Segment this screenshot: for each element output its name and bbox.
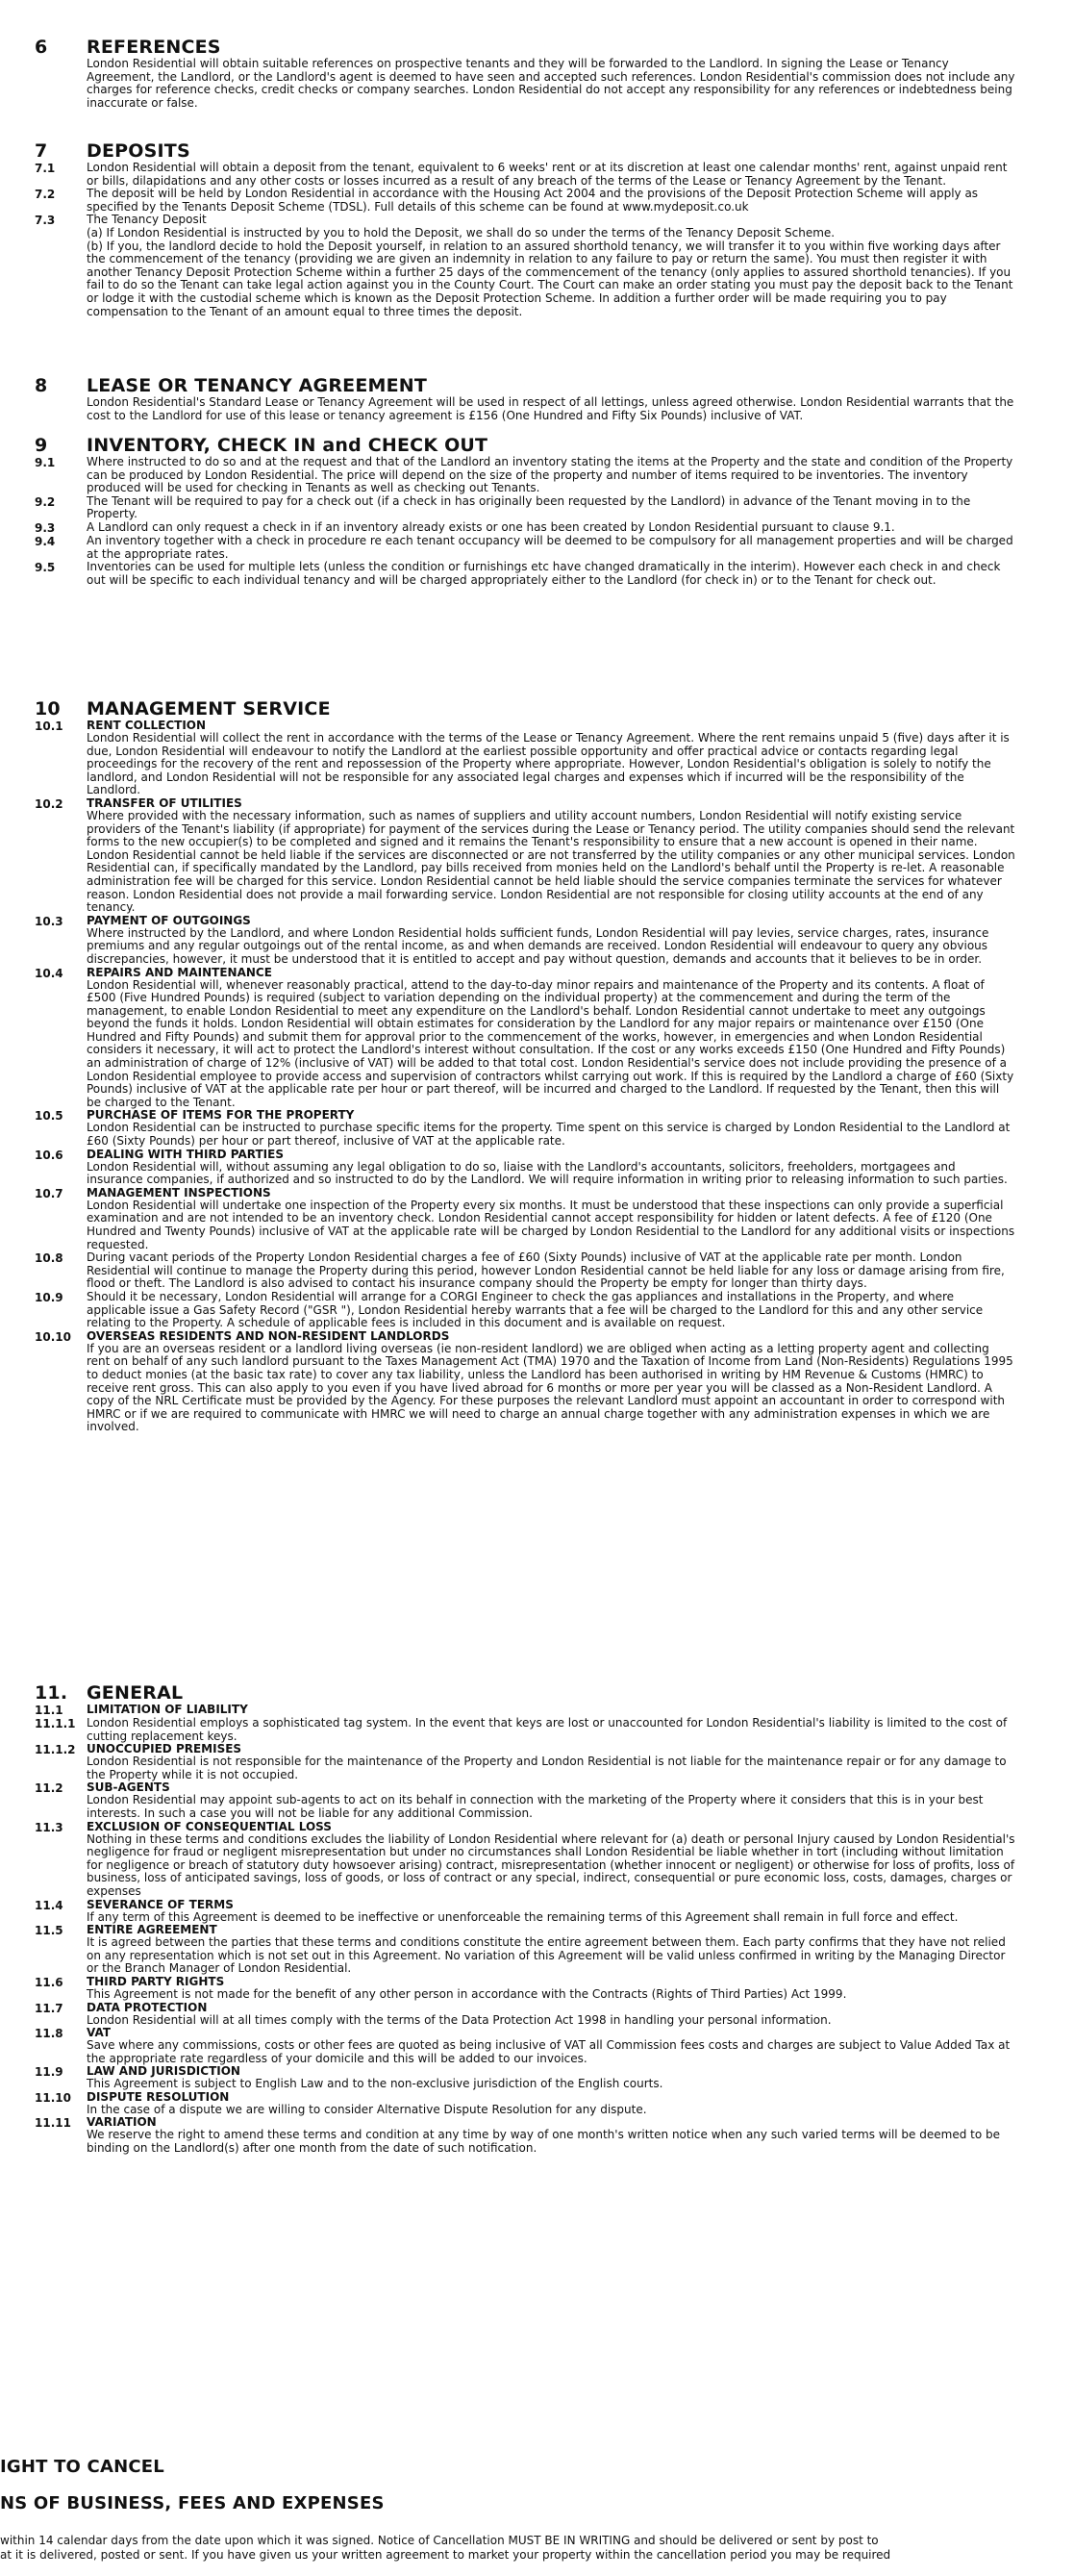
clause-number	[35, 58, 87, 110]
clause	[35, 58, 1015, 110]
clause-number: 7.2	[35, 188, 56, 202]
clause-body	[87, 1149, 1015, 1187]
clause	[35, 915, 1015, 967]
section-heading	[35, 37, 1015, 58]
clause-number: 9.2	[35, 494, 56, 509]
clause	[35, 1976, 1015, 2002]
clause-body	[87, 720, 1015, 797]
clause-text: Where provided with the necessary information, such as names of suppliers and utility account numbers, London Residential will notify existing service providers of the Tenant's liability (if appropriate) for payment of the services during the Lease or Tenancy period. The utility companies should send the relevant forms to the new occupier(s) to be completed and signed and it remains the Tenant's responsibility to ensure that a new account is opened in their name. London Residential cannot be held liable if the services are disconnected or are not transferred by the utility companies or any other municipal services. London Residential can, if specifically mandated by the Landlord, pay bills received from monies held on the Landlord's behalf until the Property is re-let. A reasonable administration fee will be charged for this service. London Residential cannot be held liable should the service companies terminate the services for whatever reason. London Residential does not provide a mail forwarding service. London Residential are not responsible for closing utility accounts at the end of any tenancy.	[87, 808, 1015, 915]
business-fees-heading: NS OF BUSINESS, FEES AND EXPENSES	[0, 2493, 385, 2513]
section-title: INVENTORY, CHECK IN and CHECK OUT	[87, 435, 488, 456]
section-6	[35, 37, 1015, 110]
clause-number: 11.5	[35, 1924, 63, 1938]
clause	[35, 561, 1015, 587]
clause-number: 11.11	[35, 2116, 71, 2131]
clause-number: 11.4	[35, 1898, 63, 1912]
clause	[35, 2027, 1015, 2065]
section-heading	[35, 140, 1015, 162]
clause-number: 11.3	[35, 1820, 63, 1834]
clause-heading: TRANSFER OF UTILITIES	[87, 796, 242, 810]
clause	[35, 2091, 1015, 2117]
clause-text: (a) If London Residential is instructed by you to hold the Deposit, we shall do so under the terms of the Tenancy Deposit Scheme.	[87, 225, 836, 240]
clause-body	[87, 915, 1015, 967]
clause-text: Should it be necessary, London Residential will arrange for a CORGI Engineer to check the gas appliances and installations in the Property, and where applicable issue a Gas Safety Record ("GSR "), London Residential hereby warrants that a fee will be charged to the Landlord for this and any other service relating to the Property. A schedule of applicable fees is included in this document and is available on request.	[87, 1289, 984, 1330]
clause-text: London Residential will, whenever reasonably practical, attend to the day-to-day minor repairs and maintenance of the Property and its contents. A float of £500 (Five Hundred Pounds) is required (subject to variation depending on the individual property) at the commencement and during the term of the management, to enable London Residential to meet any expenditure on the Landlord's behalf. London Residential cannot undertake to meet any outgoings beyond the funds it holds. London Residential will obtain estimates for consideration by the Landlord for any major repairs or maintenance over £150 (One Hundred and Fifty Pounds) and submit them for approval prior to the commencement of the works, however, in emergencies and when London Residential considers it necessary, it will act to protect the Landlord's interest without consultation. If the cost or any works exceeds £150 (One Hundred and Fifty Pounds) an administration of charge of 12% (inclusive of VAT) will be added to that total cost. London Residential's service does not include providing the presence of a London Residential employee to provide access and supervision of contractors whilst carrying out work. If this is required by the Landlord a charge of £60 (Sixty Pounds) inclusive of VAT at the applicable rate per hour or part thereof, will be incurred and charged to the Landlord. If requested by the Tenant, then this will be charged to the Tenant.	[87, 977, 1014, 1109]
clause-body	[87, 1291, 1015, 1330]
clause-text: London Residential will obtain suitable references on prospective tenants and they will be forwarded to the Landlord. In signing the Lease or Tenancy Agreement, the Landlord, or the Landlord's agent is deemed to have seen and accepted such references. London Residential's commission does not include any charges for reference checks, credit checks or company searches. London Residential do not accept any responsibility for any references or indebtedness being inaccurate or false.	[87, 57, 1015, 110]
clause-text: It is agreed between the parties that these terms and conditions constitute the entire agreement between them. Each party confirms that they have not relied on any representation which is not set out in this Agreement. No variation of this Agreement will be valid unless confirmed in writing by the Managing Director or the Branch Manager of London Residential.	[87, 1935, 1006, 1976]
clause-heading: LIMITATION OF LIABILITY	[87, 1703, 248, 1716]
clause	[35, 1717, 1015, 1743]
clause-body	[87, 1924, 1015, 1976]
clause-body	[87, 1899, 1015, 1925]
clause	[35, 495, 1015, 521]
clause	[35, 1899, 1015, 1925]
clause-text: The deposit will be held by London Residential in accordance with the Housing Act 2004 and the provisions of the Deposit Protection Scheme will apply as specified by the Tenants Deposit Scheme (TDSL). Full details of this scheme can be found at www.mydeposit.co.uk	[87, 187, 979, 214]
clause-body	[87, 58, 1015, 110]
section-heading	[35, 1682, 1015, 1704]
section-title: MANAGEMENT SERVICE	[87, 698, 331, 720]
clause-number: 11.1.1	[35, 1717, 76, 1730]
clause-body	[87, 2116, 1015, 2155]
clause-body	[87, 797, 1015, 915]
clause	[35, 1187, 1015, 1251]
clause-text: An inventory together with a check in procedure re each tenant occupancy will be deemed to be compulsory for all management properties and will be charged at the appropriate rates.	[87, 533, 1013, 561]
clause-number: 11.1	[35, 1704, 63, 1717]
clause-text: Nothing in these terms and conditions excludes the liability of London Residential where relevant for (a) death or personal Injury caused by London Residential's negligence for fraud or negligent misrepresentation but under no circumstances shall London Residential be liable whether in tort (including without limitation for negligence or breach of statutory duty howsoever arising) contract, misrepresentation (whether innocent or negligent) or otherwise for loss of profits, loss of business, loss of anticipated savings, loss of goods, or loss of contract or any special, indirect, consequential or pure economic loss, costs, damages, charges or expenses	[87, 1831, 1015, 1898]
section-heading	[35, 435, 1015, 456]
clause	[35, 188, 1015, 214]
section-8	[35, 375, 1015, 422]
clause	[35, 2116, 1015, 2155]
clause-number: 11.6	[35, 1975, 63, 1989]
clause-text: If any term of this Agreement is deemed to be ineffective or unenforceable the remaining terms of this Agreement shall remain in full force and effect.	[87, 1909, 959, 1924]
clause-body	[87, 1704, 1015, 1717]
clause-text: Where instructed to do so and at the request and that of the Landlord an inventory stating the items at the Property and the state and condition of the Property can be produced by London Residential. The price will depend on the size of the property and number of items required to be inventories. The inventory produced will be used for checking in Tenants as well as checking out Tenants.	[87, 455, 1013, 495]
clause	[35, 1109, 1015, 1148]
clause-text: Where instructed by the Landlord, and where London Residential holds sufficient funds, London Residential will pay levies, service charges, rates, insurance premiums and any regular outgoings out of the rental income, as and when demands are received. London Residential will endeavour to query any obvious discrepancies, however, it must be understood that it is entitled to accept and pay without question, demands and accounts that it believes to be in order.	[87, 925, 989, 966]
clause-text: During vacant periods of the Property London Residential charges a fee of £60 (Sixty Pounds) inclusive of VAT at the applicable rate per month. London Residential will continue to manage the Property during this period, however London Residential cannot be held liable for any loss or damage arising from fire, flood or theft. The Landlord is also advised to contact his insurance company should the Property be empty for longer than thirty days.	[87, 1250, 1005, 1291]
clause	[35, 1330, 1015, 1434]
section-title: LEASE OR TENANCY AGREEMENT	[87, 375, 428, 396]
clause-heading: SUB-AGENTS	[87, 1780, 170, 1795]
clause-body	[87, 1330, 1015, 1434]
clause-text: This Agreement is subject to English Law and to the non-exclusive jurisdiction of the English courts.	[87, 2077, 663, 2091]
clause-number: 11.10	[35, 2090, 71, 2105]
clause-heading: EXCLUSION OF CONSEQUENTIAL LOSS	[87, 1819, 332, 1833]
clause-number: 10.2	[35, 796, 63, 811]
clause-body	[87, 2065, 1015, 2091]
clause-heading: PURCHASE OF ITEMS FOR THE PROPERTY	[87, 1108, 355, 1123]
clause-body	[87, 521, 1015, 535]
clause-number: 11.8	[35, 2027, 63, 2041]
cancel-text-line-1: within 14 calendar days from the date upon which it was signed. Notice of Cancellation MUST BE IN WRITING and should be delivered or sent by post to	[0, 2534, 879, 2547]
clause-body	[87, 1717, 1015, 1743]
clause-body	[87, 1251, 1015, 1291]
clause	[35, 967, 1015, 1110]
clause-body	[87, 1821, 1015, 1899]
clause-heading: PAYMENT OF OUTGOINGS	[87, 913, 251, 927]
clause-body	[87, 214, 1015, 318]
clause-text: If you are an overseas resident or a landlord living overseas (ie non-resident landlord) we are obliged when acting as a letting property agent and collecting rent on behalf of any such landlord pursuant to the Taxes Management Act (TMA) 1970 and the Taxation of Income from Land (Non-Residents) Regulations 1995 to deduct monies (at the basic tax rate) to cover any tax liability, unless the Landlord has been authorised in writing by HM Revenue & Customs (HMRC) to receive rent gross. This can also apply to you even if you have lived abroad for 6 months or more per year you will be classed as a Non-Resident Landlord. A copy of the NRL Certificate must be provided by the Agency. For these purposes the relevant Landlord must appoint an accountant in order to correspond with HMRC or if we are required to communicate with HMRC we will need to charge an annual charge together with any administration expenses in which we are involved.	[87, 1341, 1013, 1434]
section-heading	[35, 375, 1015, 396]
section-7	[35, 140, 1015, 318]
clause	[35, 1704, 1015, 1717]
clause	[35, 2002, 1015, 2028]
clause-heading: REPAIRS AND MAINTENANCE	[87, 965, 272, 979]
clause	[35, 1821, 1015, 1899]
clause-text: London Residential will collect the rent in accordance with the terms of the Lease or Tenancy Agreement. Where the rent remains unpaid 5 (five) days after it is due, London Residential will endeavour to notify the Landlord at the earliest possible opportunity and offer practical advice or contacts regarding legal proceedings for the recovery of the rent and repossession of the Property where appropriate. However, London Residential's obligation is solely to notify the landlord, and London Residential will not be responsible for any associated legal charges and expenses which if incurred will be the responsibility of the Landlord.	[87, 731, 1010, 797]
clause	[35, 720, 1015, 797]
clause-number: 11.9	[35, 2065, 63, 2080]
clause-number: 10.5	[35, 1109, 63, 1124]
clause-text: London Residential employs a sophisticated tag system. In the event that keys are lost or unaccounted for London Residential's liability is limited to the cost of cutting replacement keys.	[87, 1716, 1008, 1743]
clause-number: 11.1.2	[35, 1743, 76, 1757]
clause	[35, 1924, 1015, 1976]
section-9	[35, 435, 1015, 587]
clause	[35, 521, 1015, 535]
clause-heading: LAW AND JURISDICTION	[87, 2064, 240, 2079]
clause-number: 9.4	[35, 534, 56, 548]
clause-body	[87, 188, 1015, 214]
clause-body	[87, 162, 1015, 188]
clause-number: 7.3	[35, 214, 56, 228]
clause-body	[87, 1187, 1015, 1251]
clause-text: London Residential may appoint sub-agents to act on its behalf in connection with the marketing of the Property where it considers that this is in your best interests. In such a case you will not be liable for any additional Commission.	[87, 1793, 984, 1820]
cancel-text-line-2: at it is delivered, posted or sent. If you have given us your written agreement to market your property within the cancellation period you may be required	[0, 2548, 891, 2562]
clause-text: London Residential is not responsible for the maintenance of the Property and London Residential is not liable for the maintenance repair or for any damage to the Property while it is not occupied.	[87, 1755, 1007, 1781]
clause-heading: VAT	[87, 2026, 112, 2040]
clause-body	[87, 535, 1015, 561]
clause-text: London Residential will, without assuming any legal obligation to do so, liaise with the Landlord's accountants, solicitors, freeholders, mortgagees and insurance companies, if authorized and so instructed to do by the Landlord. We will require information in writing prior to releasing information to such parties.	[87, 1159, 1008, 1187]
clause	[35, 162, 1015, 188]
section-title: REFERENCES	[87, 37, 221, 58]
clause	[35, 2065, 1015, 2091]
clause-body	[87, 1976, 1015, 2002]
section-number: 10	[35, 698, 61, 720]
clause-number: 10.3	[35, 914, 63, 928]
clause-text: The Tenant will be required to pay for a check out (if a check in has originally been requested by the Landlord) in advance of the Tenant moving in to the Property.	[87, 493, 971, 521]
section-number: 11.	[35, 1682, 68, 1704]
right-to-cancel-heading: IGHT TO CANCEL	[0, 2457, 164, 2477]
clause-number: 10.4	[35, 966, 63, 980]
clause	[35, 1781, 1015, 1820]
clause-text: The Tenancy Deposit	[87, 213, 207, 227]
clause-number: 10.7	[35, 1186, 63, 1200]
clause	[35, 1291, 1015, 1330]
clause-text: In the case of a dispute we are willing to consider Alternative Dispute Resolution for any dispute.	[87, 2102, 647, 2116]
clause-number: 10.6	[35, 1148, 63, 1162]
clause-body	[87, 1743, 1015, 1781]
clause-heading: UNOCCUPIED PREMISES	[87, 1742, 242, 1756]
clause-text: London Residential's Standard Lease or Tenancy Agreement will be used in respect of all lettings, unless agreed otherwise. London Residential warrants that the cost to the Landlord for use of this lease or tenancy agreement is £156 (One Hundred and Fifty Six Pounds) inclusive of VAT.	[87, 395, 1014, 422]
clause-heading: THIRD PARTY RIGHTS	[87, 1974, 225, 1988]
clause-heading: OVERSEAS RESIDENTS AND NON-RESIDENT LANDLORDS	[87, 1328, 450, 1343]
clause-text: London Residential will obtain a deposit from the tenant, equivalent to 6 weeks' rent or at its discretion at least one calendar months' rent, against unpaid rent or bills, dilapidations and any other costs or losses incurred as a result of any breach of the terms of the Lease or Tenancy Agreement by the Tenant.	[87, 161, 1008, 188]
section-number: 7	[35, 140, 48, 162]
clause-heading: SEVERANCE OF TERMS	[87, 1897, 234, 1911]
clause	[35, 214, 1015, 318]
clause-body	[87, 2027, 1015, 2065]
clause-body	[87, 1781, 1015, 1820]
clause-number: 9.3	[35, 520, 56, 535]
clause-heading: VARIATION	[87, 2115, 157, 2130]
clause-heading: DATA PROTECTION	[87, 2000, 208, 2014]
clause-number: 10.1	[35, 720, 63, 733]
section-title: GENERAL	[87, 1682, 184, 1704]
clause	[35, 1251, 1015, 1291]
clause-number	[35, 396, 87, 422]
clause-number: 7.1	[35, 162, 56, 175]
clause-body	[87, 396, 1015, 422]
section-10	[35, 698, 1015, 1434]
clause-body	[87, 561, 1015, 587]
section-number: 6	[35, 37, 48, 58]
clause-number: 9.1	[35, 456, 56, 469]
clause-text: London Residential will at all times comply with the terms of the Data Protection Act 1998 in handling your personal information.	[87, 2012, 832, 2027]
clause	[35, 396, 1015, 422]
clause-body	[87, 495, 1015, 521]
clause	[35, 1149, 1015, 1187]
section-number: 9	[35, 435, 48, 456]
clause-body	[87, 967, 1015, 1110]
clause-heading: RENT COLLECTION	[87, 719, 207, 732]
clause-body	[87, 1109, 1015, 1148]
section-11	[35, 1682, 1015, 2156]
clause-number: 9.5	[35, 561, 56, 575]
clause-heading: MANAGEMENT INSPECTIONS	[87, 1185, 271, 1200]
clause	[35, 535, 1015, 561]
clause-text: Save where any commissions, costs or other fees are quoted as being inclusive of VAT all Commission fees costs and charges are subject to Value Added Tax at the appropriate rate regardless of your domicile and this will be added to our invoices.	[87, 2038, 1011, 2065]
clause-text: London Residential will undertake one inspection of the Property every six months. It must be understood that these inspections can only provide a superficial examination and are not intended to be an inventory check. London Residential cannot accept responsibility for hidden or latent defects. A fee of £120 (One Hundred and Twenty Pounds) inclusive of VAT at the applicable rate will be charged by London Residential to the Landlord for any additional visits or inspections requested.	[87, 1198, 1015, 1251]
clause-text: We reserve the right to amend these terms and condition at any time by way of one month's written notice when any such varied terms will be deemed to be binding on the Landlord(s) after one month from the date of such notification.	[87, 2128, 1000, 2156]
clause-body	[87, 456, 1015, 495]
clause	[35, 1743, 1015, 1781]
clause-number: 10.8	[35, 1251, 63, 1266]
clause-text: This Agreement is not made for the benefit of any other person in accordance with the Contracts (Rights of Third Parties) Act 1999.	[87, 1986, 847, 2001]
clause-body	[87, 2091, 1015, 2117]
clause	[35, 456, 1015, 495]
clause-number: 10.9	[35, 1290, 63, 1304]
clause-number: 10.10	[35, 1329, 71, 1344]
clause-heading: DEALING WITH THIRD PARTIES	[87, 1147, 284, 1161]
clause-text: London Residential can be instructed to purchase specific items for the property. Time spent on this service is charged by London Residential to the Landlord at £60 (Sixty Pounds) per hour or part thereof, inclusive of VAT at the applicable rate.	[87, 1121, 1011, 1149]
clause-number: 11.7	[35, 2001, 63, 2015]
clause-text: (b) If you, the landlord decide to hold the Deposit yourself, in relation to an assured shorthold tenancy, we will transfer it to you within five working days after the commencement of the tenancy (providing we are given an indemnity in relation to any failure to pay or return the same). You must then register it with another Tenancy Deposit Protection Scheme within a further 25 days of the commencement of the tenancy (only applies to assured shorthold tenancies). If you fail to do so the Tenant can take legal action against you in the County Court. The Court can make an order stating you must pay the deposit back to the Tenant or lodge it with the custodial scheme which is known as the Deposit Protection Scheme. In addition a further order will be made requiring you to pay compensation to the Tenant of an amount equal to three times the deposit.	[87, 239, 1013, 318]
clause-body	[87, 2002, 1015, 2028]
section-heading	[35, 698, 1015, 720]
clause-text: A Landlord can only request a check in if an inventory already exists or one has been created by London Residential pursuant to clause 9.1.	[87, 519, 895, 534]
section-title: DEPOSITS	[87, 140, 190, 162]
clause-text: Inventories can be used for multiple lets (unless the condition or furnishings etc have changed dramatically in the interim). However each check in and check out will be specific to each individual tenancy and will be charged appropriately either to the Landlord (for check in) or to the Tenant for check out.	[87, 560, 1001, 587]
clause	[35, 797, 1015, 915]
clause-heading: DISPUTE RESOLUTION	[87, 2089, 230, 2104]
section-number: 8	[35, 375, 48, 396]
clause-number: 11.2	[35, 1781, 63, 1796]
clause-heading: ENTIRE AGREEMENT	[87, 1923, 217, 1937]
